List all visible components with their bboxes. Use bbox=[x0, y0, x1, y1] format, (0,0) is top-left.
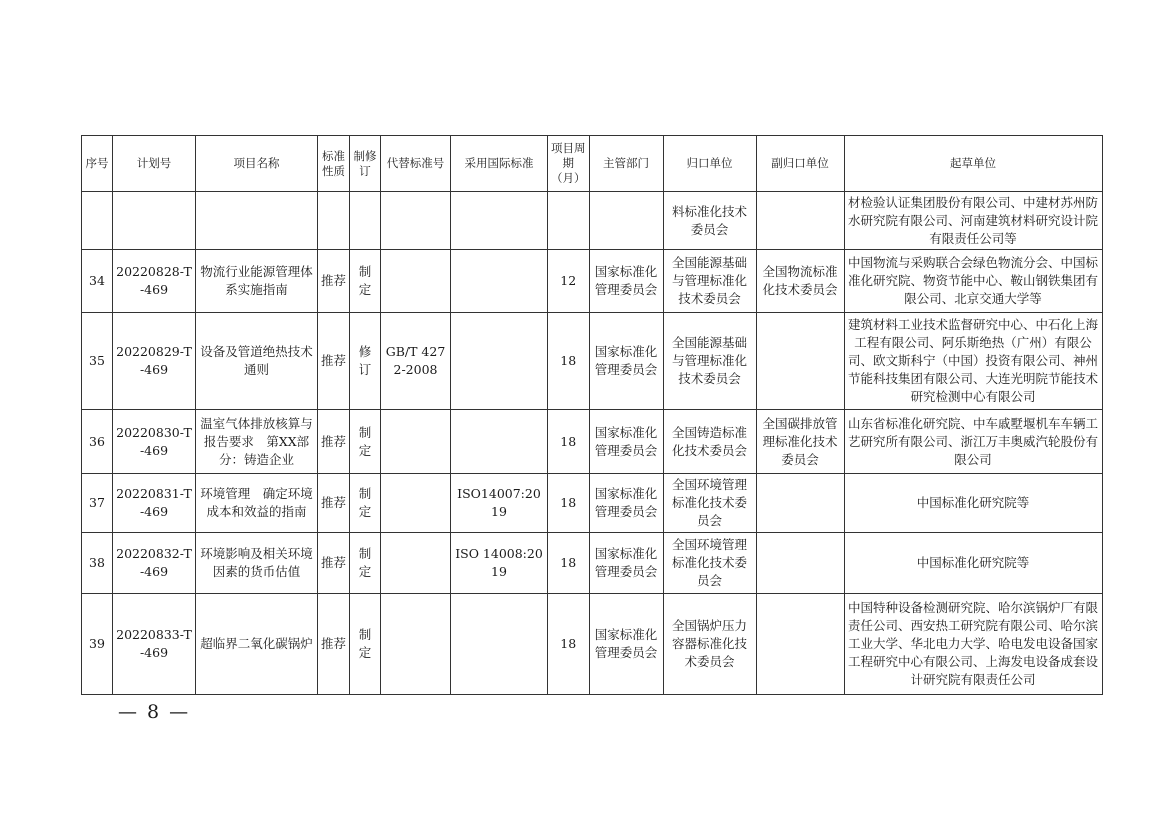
cell-replaced bbox=[381, 250, 451, 313]
cell-replaced bbox=[381, 533, 451, 594]
cell-period: 18 bbox=[548, 474, 590, 533]
table-row bbox=[82, 594, 1103, 695]
cell-revision: 制定 bbox=[350, 410, 381, 474]
cell-dept: 国家标准化管理委员会 bbox=[589, 410, 663, 474]
cell-intl bbox=[451, 313, 548, 410]
cell-dept: 国家标准化管理委员会 bbox=[589, 533, 663, 594]
table-row bbox=[82, 250, 1103, 313]
cell-nature: 推荐 bbox=[318, 594, 350, 695]
cell-seq: 36 bbox=[82, 410, 113, 474]
cell-period: 12 bbox=[548, 250, 590, 313]
cell-vice-tc bbox=[756, 533, 844, 594]
header-row bbox=[82, 136, 1103, 192]
standards-plan-table bbox=[81, 135, 1103, 695]
cell-replaced bbox=[381, 474, 451, 533]
header-seq: 序号 bbox=[82, 136, 113, 192]
cell-drafters: 中国标准化研究院等 bbox=[844, 533, 1102, 594]
table-row bbox=[82, 474, 1103, 533]
cell-project: 超临界二氧化碳锅炉 bbox=[196, 594, 318, 695]
cell-project: 温室气体排放核算与报告要求 第XX部分：铸造企业 bbox=[196, 410, 318, 474]
cell-drafters: 中国标准化研究院等 bbox=[844, 474, 1102, 533]
header-nature: 标准性质 bbox=[318, 136, 350, 192]
cell-tc: 全国能源基础与管理标准化技术委员会 bbox=[663, 250, 756, 313]
cell-project: 环境影响及相关环境因素的货币估值 bbox=[196, 533, 318, 594]
header-tc: 归口单位 bbox=[663, 136, 756, 192]
cell-period: 18 bbox=[548, 313, 590, 410]
cell-dept: 国家标准化管理委员会 bbox=[589, 474, 663, 533]
cell-drafters: 山东省标准化研究院、中车戚墅堰机车车辆工艺研究所有限公司、浙江万丰奥威汽轮股份有限公司 bbox=[844, 410, 1102, 474]
cell-project: 环境管理 确定环境成本和效益的指南 bbox=[196, 474, 318, 533]
header-project: 项目名称 bbox=[196, 136, 318, 192]
cell-seq: 39 bbox=[82, 594, 113, 695]
cell-vice-tc bbox=[756, 313, 844, 410]
cell-plan-no: 20220833-T-469 bbox=[113, 594, 196, 695]
cell-drafters: 中国特种设备检测研究院、哈尔滨锅炉厂有限责任公司、西安热工研究院有限公司、哈尔滨工业大学、华北电力大学、哈电发电设备国家工程研究中心有限公司、上海发电设备成套设计研究院有限责任公司 bbox=[844, 594, 1102, 695]
header-vice-tc: 副归口单位 bbox=[756, 136, 844, 192]
cell-tc: 全国环境管理标准化技术委员会 bbox=[663, 533, 756, 594]
cell-period: 18 bbox=[548, 594, 590, 695]
header-plan-no: 计划号 bbox=[113, 136, 196, 192]
cell-revision: 制定 bbox=[350, 250, 381, 313]
cell-intl bbox=[451, 250, 548, 313]
cell-intl bbox=[451, 594, 548, 695]
cell-vice-tc bbox=[756, 594, 844, 695]
cell-seq: 35 bbox=[82, 313, 113, 410]
cell-tc: 全国铸造标准化技术委员会 bbox=[663, 410, 756, 474]
cell-plan-no: 20220828-T-469 bbox=[113, 250, 196, 313]
cell-replaced bbox=[381, 410, 451, 474]
cell-dept: 国家标准化管理委员会 bbox=[589, 313, 663, 410]
table-row bbox=[82, 410, 1103, 474]
cell-drafters: 建筑材料工业技术监督研究中心、中石化上海工程有限公司、阿乐斯绝热（广州）有限公司、欧文斯科宁（中国）投资有限公司、神州节能科技集团有限公司、大连光明院节能技术研究检测中心有限公司 bbox=[844, 313, 1102, 410]
cell-nature: 推荐 bbox=[318, 313, 350, 410]
cell-seq: 34 bbox=[82, 250, 113, 313]
cell-vice-tc: 全国物流标准化技术委员会 bbox=[756, 250, 844, 313]
header-replaced: 代替标准号 bbox=[381, 136, 451, 192]
cell-project: 设备及管道绝热技术通则 bbox=[196, 313, 318, 410]
cell-plan-no: 20220830-T-469 bbox=[113, 410, 196, 474]
cell-tc: 全国锅炉压力容器标准化技术委员会 bbox=[663, 594, 756, 695]
table-row bbox=[82, 533, 1103, 594]
cell-revision: 修订 bbox=[350, 313, 381, 410]
cell-intl bbox=[451, 410, 548, 474]
cell-nature: 推荐 bbox=[318, 250, 350, 313]
header-dept: 主管部门 bbox=[589, 136, 663, 192]
cell-drafters: 材检验认证集团股份有限公司、中建材苏州防水研究院有限公司、河南建筑材料研究设计院有限责任公司等 bbox=[844, 192, 1102, 250]
cell-revision: 制定 bbox=[350, 594, 381, 695]
cell-intl: ISO14007:2019 bbox=[451, 474, 548, 533]
cell-dept: 国家标准化管理委员会 bbox=[589, 250, 663, 313]
cell-period: 18 bbox=[548, 410, 590, 474]
cell-replaced: GB/T 4272-2008 bbox=[381, 313, 451, 410]
cell-nature: 推荐 bbox=[318, 474, 350, 533]
cell-vice-tc: 全国碳排放管理标准化技术委员会 bbox=[756, 410, 844, 474]
cell-revision: 制定 bbox=[350, 474, 381, 533]
table-row bbox=[82, 313, 1103, 410]
cell-tc: 料标准化技术委员会 bbox=[663, 192, 756, 250]
cell-tc: 全国能源基础与管理标准化技术委员会 bbox=[663, 313, 756, 410]
header-intl: 采用国际标准 bbox=[451, 136, 548, 192]
cell-revision: 制定 bbox=[350, 533, 381, 594]
cell-vice-tc bbox=[756, 474, 844, 533]
cell-plan-no: 20220832-T-469 bbox=[113, 533, 196, 594]
cell-nature: 推荐 bbox=[318, 533, 350, 594]
cell-nature: 推荐 bbox=[318, 410, 350, 474]
cell-plan-no: 20220831-T-469 bbox=[113, 474, 196, 533]
cell-dept: 国家标准化管理委员会 bbox=[589, 594, 663, 695]
cell-tc: 全国环境管理标准化技术委员会 bbox=[663, 474, 756, 533]
page-number: — 8 — bbox=[118, 701, 191, 723]
cell-seq: 38 bbox=[82, 533, 113, 594]
cell-intl: ISO 14008:2019 bbox=[451, 533, 548, 594]
cell-drafters: 中国物流与采购联合会绿色物流分会、中国标准化研究院、物资节能中心、鞍山钢铁集团有限公司、北京交通大学等 bbox=[844, 250, 1102, 313]
header-drafters: 起草单位 bbox=[844, 136, 1102, 192]
cell-replaced bbox=[381, 594, 451, 695]
continuation-row bbox=[82, 192, 1103, 250]
cell-plan-no: 20220829-T-469 bbox=[113, 313, 196, 410]
header-revision: 制修订 bbox=[350, 136, 381, 192]
cell-project: 物流行业能源管理体系实施指南 bbox=[196, 250, 318, 313]
cell-period: 18 bbox=[548, 533, 590, 594]
cell-seq: 37 bbox=[82, 474, 113, 533]
header-period: 项目周期（月） bbox=[548, 136, 590, 192]
